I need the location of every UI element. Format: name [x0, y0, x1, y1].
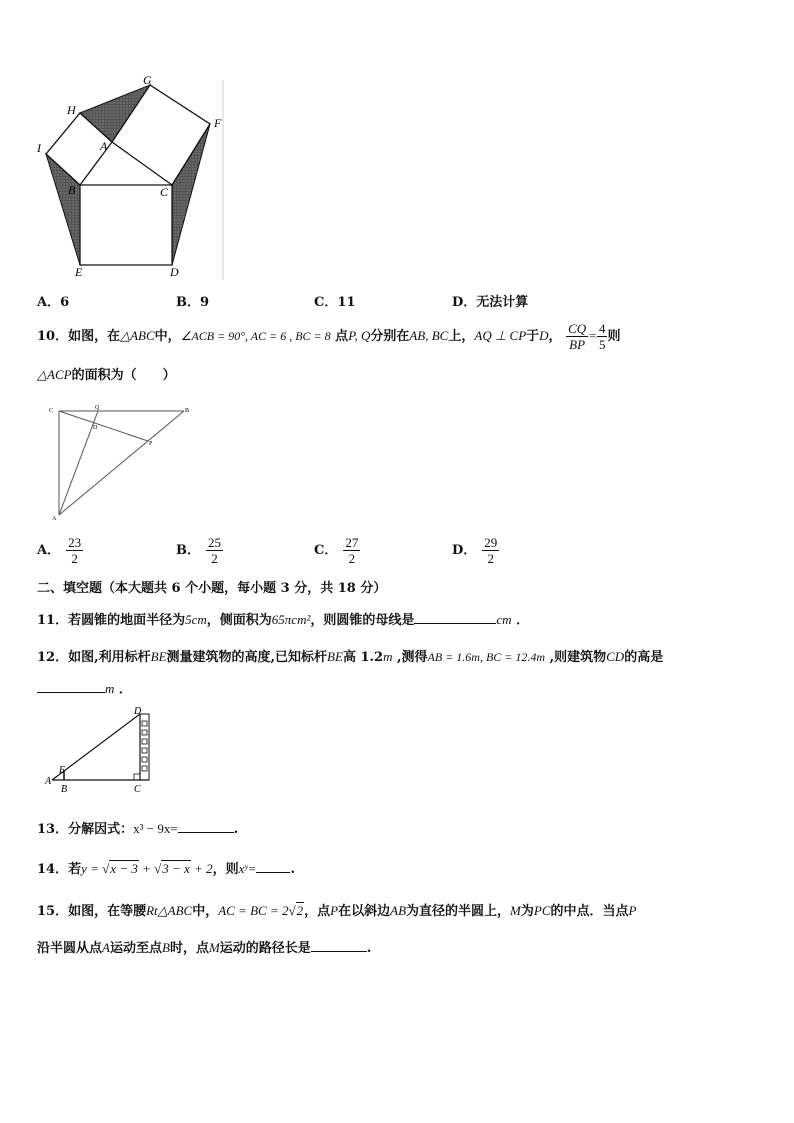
section-title-fill-in: 二、填空题（本大题共 6 个小题，每小题 3 分，共 18 分） — [37, 581, 387, 596]
label-f: F — [214, 116, 222, 130]
q9-option-c[interactable]: C．11 — [314, 295, 356, 310]
q10-option-c[interactable]: C． $\frac{27}{2}$ — [314, 535, 359, 566]
label-a: A — [45, 776, 52, 787]
fraction-4-5: $\frac{4}{5}$ — [598, 321, 606, 352]
figure-q9 — [30, 72, 230, 284]
q11-answer-blank[interactable] — [414, 611, 496, 624]
label-a: A — [100, 139, 108, 153]
label-d: D — [93, 425, 98, 431]
shaded-triangle-hga — [80, 85, 150, 142]
label-b: B — [185, 408, 190, 414]
label-d: D — [134, 706, 142, 717]
q9-option-d[interactable]: D．无法计算 — [452, 295, 529, 310]
label-i: I — [37, 141, 41, 155]
q10-option-b[interactable]: B． $\frac{25}{2}$ — [176, 535, 221, 566]
label-c: C — [49, 408, 54, 414]
q10-option-a[interactable]: A． $\frac{23}{2}$ — [37, 535, 82, 566]
label-e: E — [59, 765, 66, 776]
q15-stem-line1: 15．如图，在等腰Rt△ABC中，AC = BC = 2√2，点P在以斜边AB为直径的半圆上，M为PC的中点．当点P — [37, 903, 637, 919]
label-h: H — [67, 103, 76, 117]
q14-answer-blank[interactable] — [256, 860, 290, 873]
q12-stem-line2: m ． — [37, 678, 132, 697]
label-g: G — [143, 73, 152, 87]
square-bcde — [80, 185, 172, 265]
figure-q12 — [44, 706, 164, 798]
q15-answer-blank[interactable] — [311, 939, 367, 952]
label-b: B — [68, 183, 76, 197]
figure-q10 — [44, 402, 194, 524]
label-c: C — [160, 185, 169, 199]
label-d: D — [170, 265, 179, 279]
q12-stem-line1: 12．如图,利用标杆BE测量建筑物的高度,已知标杆BE高 1.2m ,测得AB = 1.6m, BC = 12.4m ,则建筑物CD的高是 — [37, 649, 664, 665]
q11-stem: 11．若圆锥的地面半径为5cm，侧面积为65πcm²，则圆锥的母线是 cm ． — [37, 612, 530, 628]
q13-answer-blank[interactable] — [178, 820, 234, 833]
shaded-triangle-ieb — [46, 154, 80, 265]
q9-option-a[interactable]: A．6 — [37, 295, 70, 310]
q10-stem-line2: △ACP的面积为（ ） — [37, 367, 176, 383]
q10-stem-line1: 10．如图，在△ABC中，∠ACB = 90°, AC = 6 , BC = 8 点P, Q分别在AB, BC上，AQ ⊥ CP于D， $\frac{CQ}{BP}$ = $\frac{4}{5}$ 则 — [37, 321, 621, 352]
q13-stem: 13．分解因式：x³ − 9x= . — [37, 821, 239, 837]
label-e: E — [75, 265, 83, 279]
label-a: A — [52, 516, 57, 522]
label-p: P — [149, 441, 153, 447]
q9-option-b[interactable]: B．9 — [176, 295, 210, 310]
q14-stem: 14．若y = √x − 3 + √3 − x + 2，则xʸ= . — [37, 861, 296, 877]
shaded-triangle-cfd — [172, 124, 210, 265]
fraction-cq-bp: $\frac{CQ}{BP}$ — [568, 321, 587, 352]
label-c: C — [134, 784, 141, 795]
q12-answer-blank[interactable] — [37, 680, 105, 693]
label-b: B — [61, 784, 68, 795]
q10-option-d[interactable]: D． $\frac{29}{2}$ — [452, 535, 498, 566]
q15-stem-line2: 沿半圆从点A运动至点B时，点M运动的路径长是 . — [37, 940, 372, 956]
label-q: Q — [95, 405, 100, 411]
